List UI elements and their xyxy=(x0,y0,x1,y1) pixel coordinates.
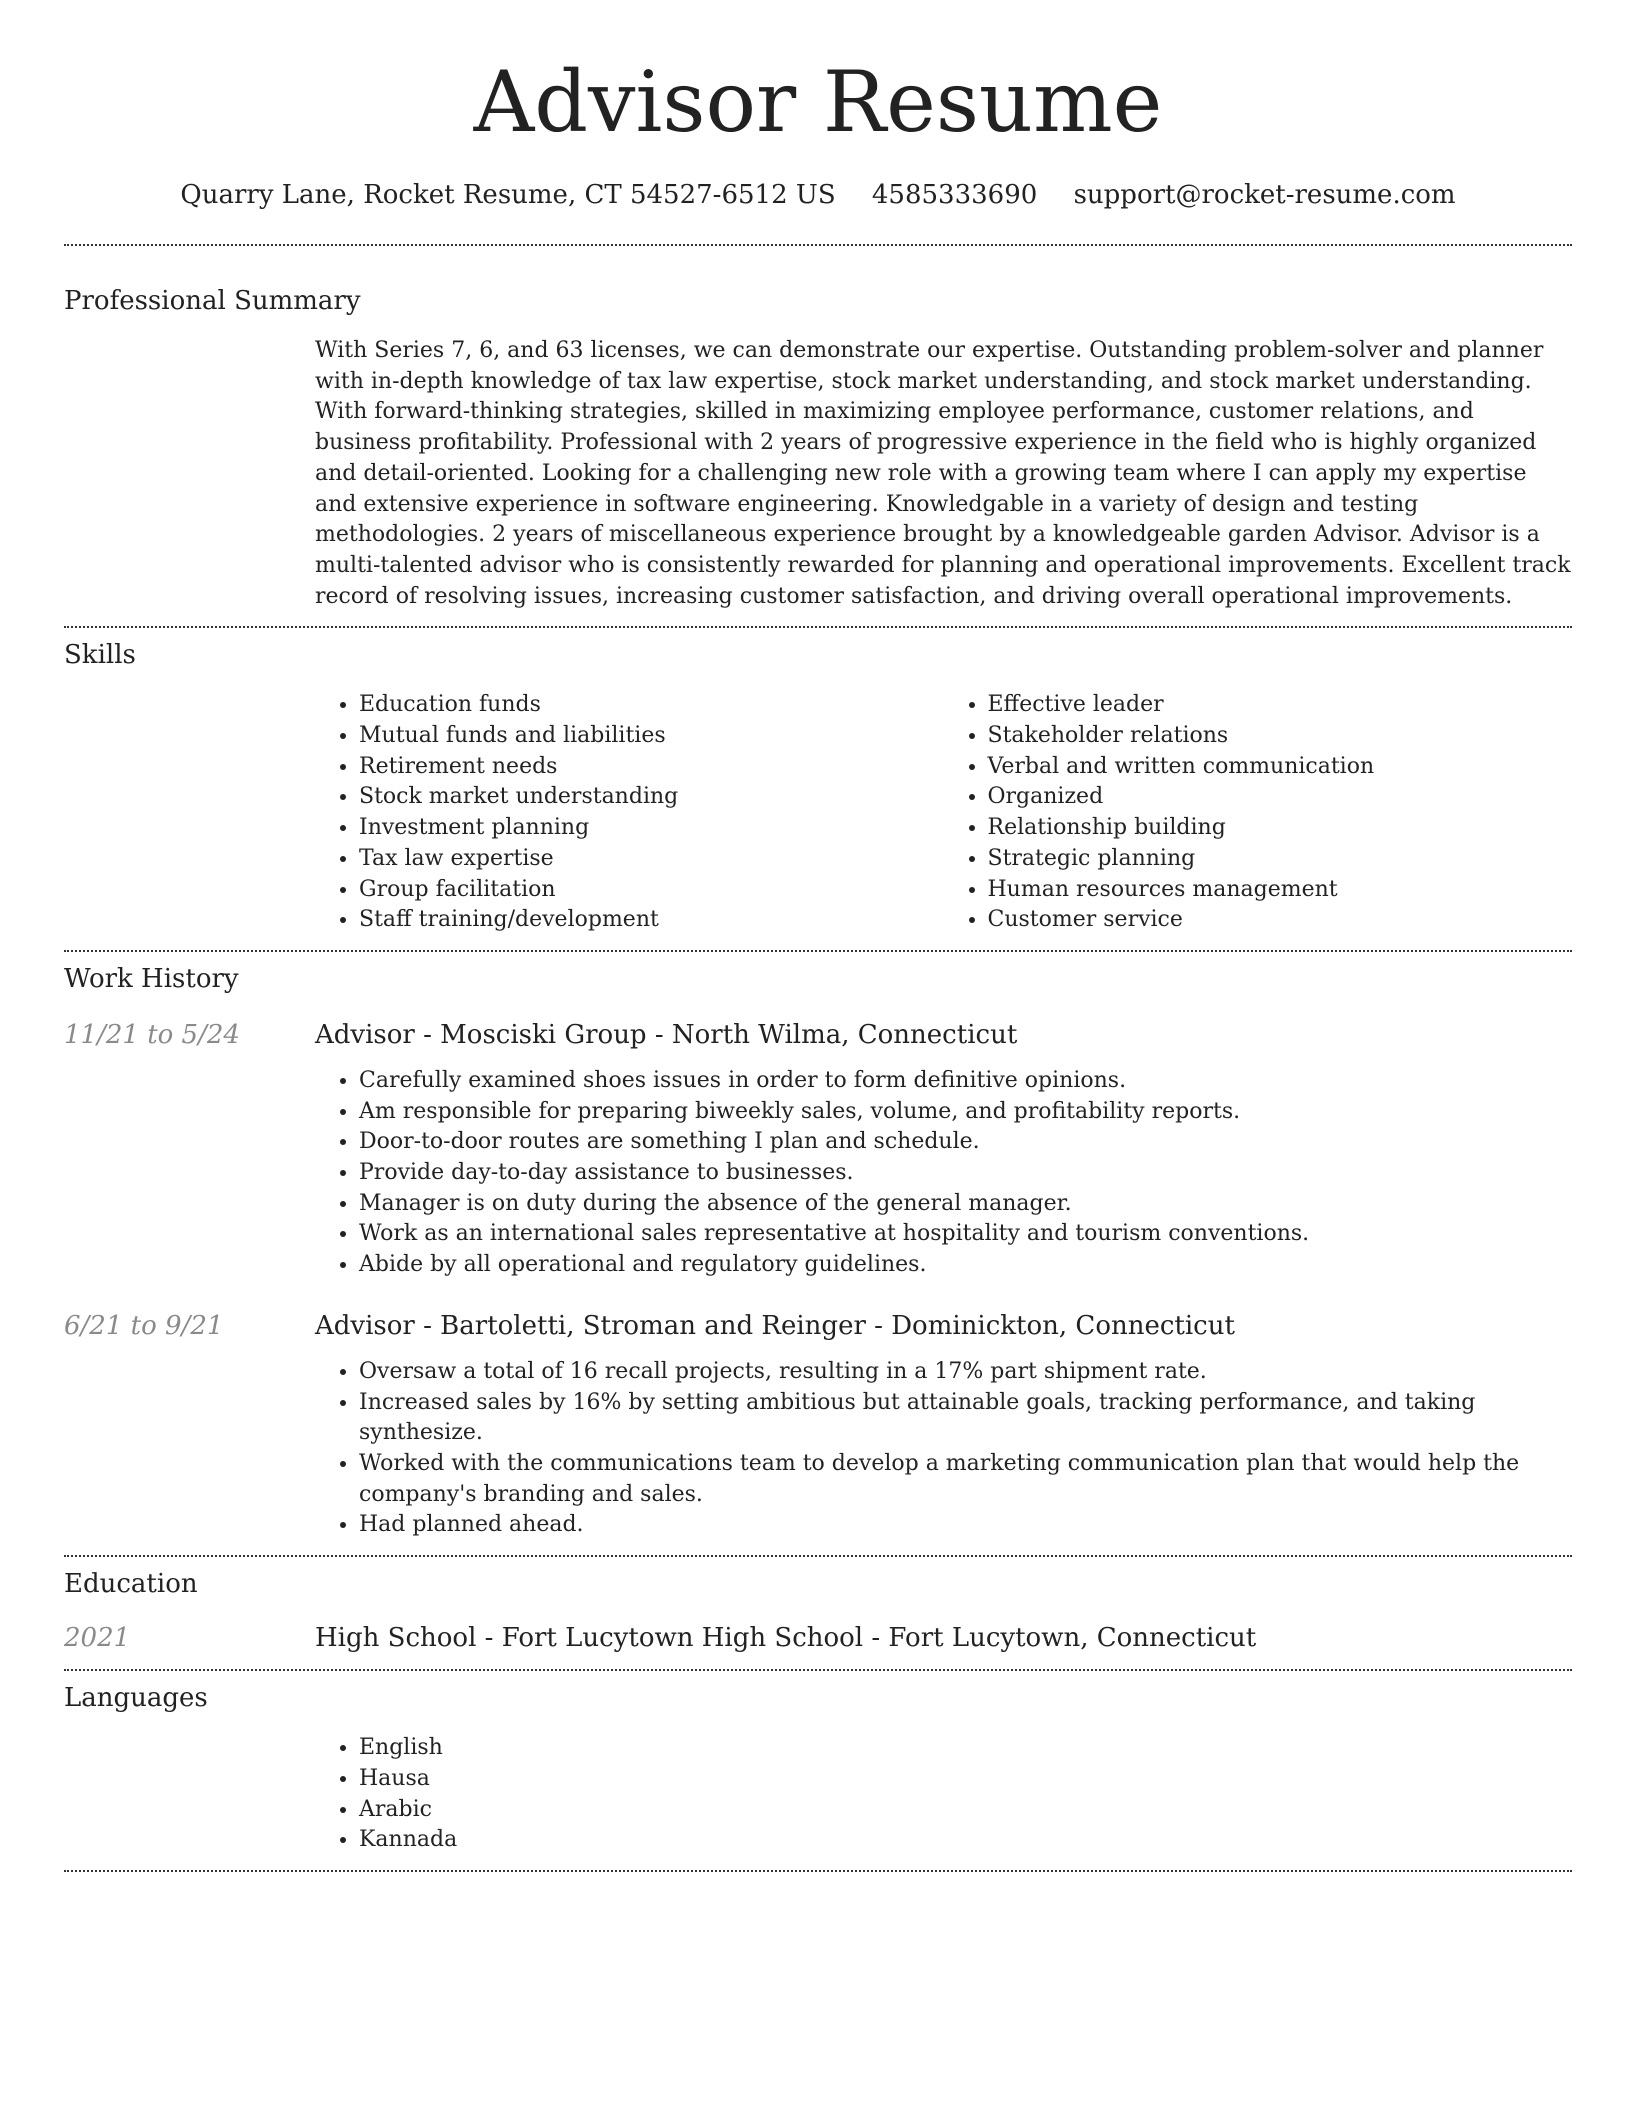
job-bullet-list xyxy=(315,1066,1572,1281)
skill-item: • Mutual funds and liabilities xyxy=(359,721,944,752)
skill-item: • Customer service xyxy=(988,905,1573,936)
language-item: • Arabic xyxy=(359,1795,1572,1826)
skill-item: • Stakeholder relations xyxy=(988,721,1573,752)
job-bullet: • Provide day-to-day assistance to businesses. xyxy=(359,1158,1572,1189)
job-bullet: • Had planned ahead. xyxy=(359,1510,1572,1541)
summary-text: With Series 7, 6, and 63 licenses, we can demonstrate our expertise. Outstanding problem-solver and planner with in-depth knowledge of tax law expertise, stock market understanding, and stock market understanding. With forward-thinking strategies, skilled in maximizing employee performance, customer relations, and business profitability. Professional with 2 years of progressive experience in the field who is highly organized and detail-oriented. Looking for a challenging new role with a growing team where I can apply my expertise and extensive experience in software engineering. Knowledgable in a variety of design and testing methodologies. 2 years of miscellaneous experience brought by a knowledgeable garden Advisor. Advisor is a multi-talented advisor who is consistently rewarded for planning and operational improvements. Excellent track record of resolving issues, increasing customer satisfaction, and driving overall operational improvements. xyxy=(315,338,1571,609)
skill-item: • Verbal and written communication xyxy=(988,752,1573,783)
skill-item: • Group facilitation xyxy=(359,875,944,906)
skill-item: • Stock market understanding xyxy=(359,782,944,813)
language-item: • Kannada xyxy=(359,1825,1572,1856)
language-item: • Hausa xyxy=(359,1764,1572,1795)
skills-section xyxy=(64,628,1572,936)
job-bullet: • Am responsible for preparing biweekly sales, volume, and profitability reports. xyxy=(359,1097,1572,1128)
skill-item: • Tax law expertise xyxy=(359,844,944,875)
job-bullet: • Abide by all operational and regulatory guidelines. xyxy=(359,1250,1572,1281)
skills-list-left xyxy=(315,690,944,936)
education-text: High School - Fort Lucytown High School - Fort Lucytown, Connecticut xyxy=(315,1623,1257,1654)
resume-name: Advisor Resume xyxy=(473,53,1163,151)
languages-body xyxy=(315,1733,1572,1856)
job-title: Advisor - Mosciski Group - North Wilma, Connecticut xyxy=(315,1019,1018,1050)
languages-title: Languages xyxy=(64,1683,208,1714)
education-entry xyxy=(64,1621,1572,1655)
skill-item: • Organized xyxy=(988,782,1573,813)
contact-phone: 4585333690 xyxy=(871,180,1038,210)
job-dates: 11/21 to 5/24 xyxy=(64,1019,240,1050)
skill-item: • Investment planning xyxy=(359,813,944,844)
resume-header xyxy=(64,0,1572,212)
skill-item: • Staff training/development xyxy=(359,905,944,936)
job-bullet: • Increased sales by 16% by setting ambitious but attainable goals, tracking performance, and taking synthesize. xyxy=(359,1388,1572,1449)
skill-item: • Effective leader xyxy=(988,690,1573,721)
section-divider xyxy=(64,1870,1572,1872)
job-entry xyxy=(64,1018,1572,1281)
languages-section xyxy=(64,1671,1572,1856)
work-title: Work History xyxy=(64,963,239,994)
education-year: 2021 xyxy=(64,1623,131,1654)
skill-item: • Strategic planning xyxy=(988,844,1573,875)
skills-title: Skills xyxy=(64,640,136,671)
summary-title: Professional Summary xyxy=(64,286,361,316)
job-header xyxy=(64,1309,1572,1343)
contact-address: Quarry Lane, Rocket Resume, CT 54527-6512 US xyxy=(180,180,836,210)
job-dates: 6/21 to 9/21 xyxy=(64,1310,224,1341)
skill-item: • Education funds xyxy=(359,690,944,721)
education-section xyxy=(64,1557,1572,1655)
job-bullet: • Worked with the communications team to develop a marketing communication plan that would help the company's branding and sales. xyxy=(359,1449,1572,1510)
job-bullet: • Oversaw a total of 16 recall projects, resulting in a 17% part shipment rate. xyxy=(359,1357,1572,1388)
job-header xyxy=(64,1018,1572,1052)
job-bullet: • Work as an international sales representative at hospitality and tourism conventions. xyxy=(359,1219,1572,1250)
language-item: • English xyxy=(359,1733,1572,1764)
contact-line xyxy=(64,178,1572,212)
contact-email: support@rocket-resume.com xyxy=(1073,180,1456,210)
resume-page xyxy=(64,0,1572,1872)
job-bullet: • Manager is on duty during the absence of the general manager. xyxy=(359,1189,1572,1220)
job-bullet: • Door-to-door routes are something I plan and schedule. xyxy=(359,1127,1572,1158)
job-bullet-list xyxy=(315,1357,1572,1541)
job-bullets xyxy=(315,1357,1572,1541)
job-bullets xyxy=(315,1066,1572,1281)
skill-item: • Relationship building xyxy=(988,813,1573,844)
skill-item: • Retirement needs xyxy=(359,752,944,783)
job-bullet: • Carefully examined shoes issues in order to form definitive opinions. xyxy=(359,1066,1572,1097)
skills-grid xyxy=(315,690,1572,936)
languages-list xyxy=(315,1733,1572,1856)
summary-section xyxy=(64,246,1572,612)
work-section xyxy=(64,952,1572,1541)
job-entry xyxy=(64,1309,1572,1541)
education-title: Education xyxy=(64,1569,198,1600)
job-title: Advisor - Bartoletti, Stroman and Reinger - Dominickton, Connecticut xyxy=(315,1310,1235,1341)
summary-body xyxy=(315,336,1572,612)
skill-item: • Human resources management xyxy=(988,875,1573,906)
skills-list-right xyxy=(944,690,1573,936)
